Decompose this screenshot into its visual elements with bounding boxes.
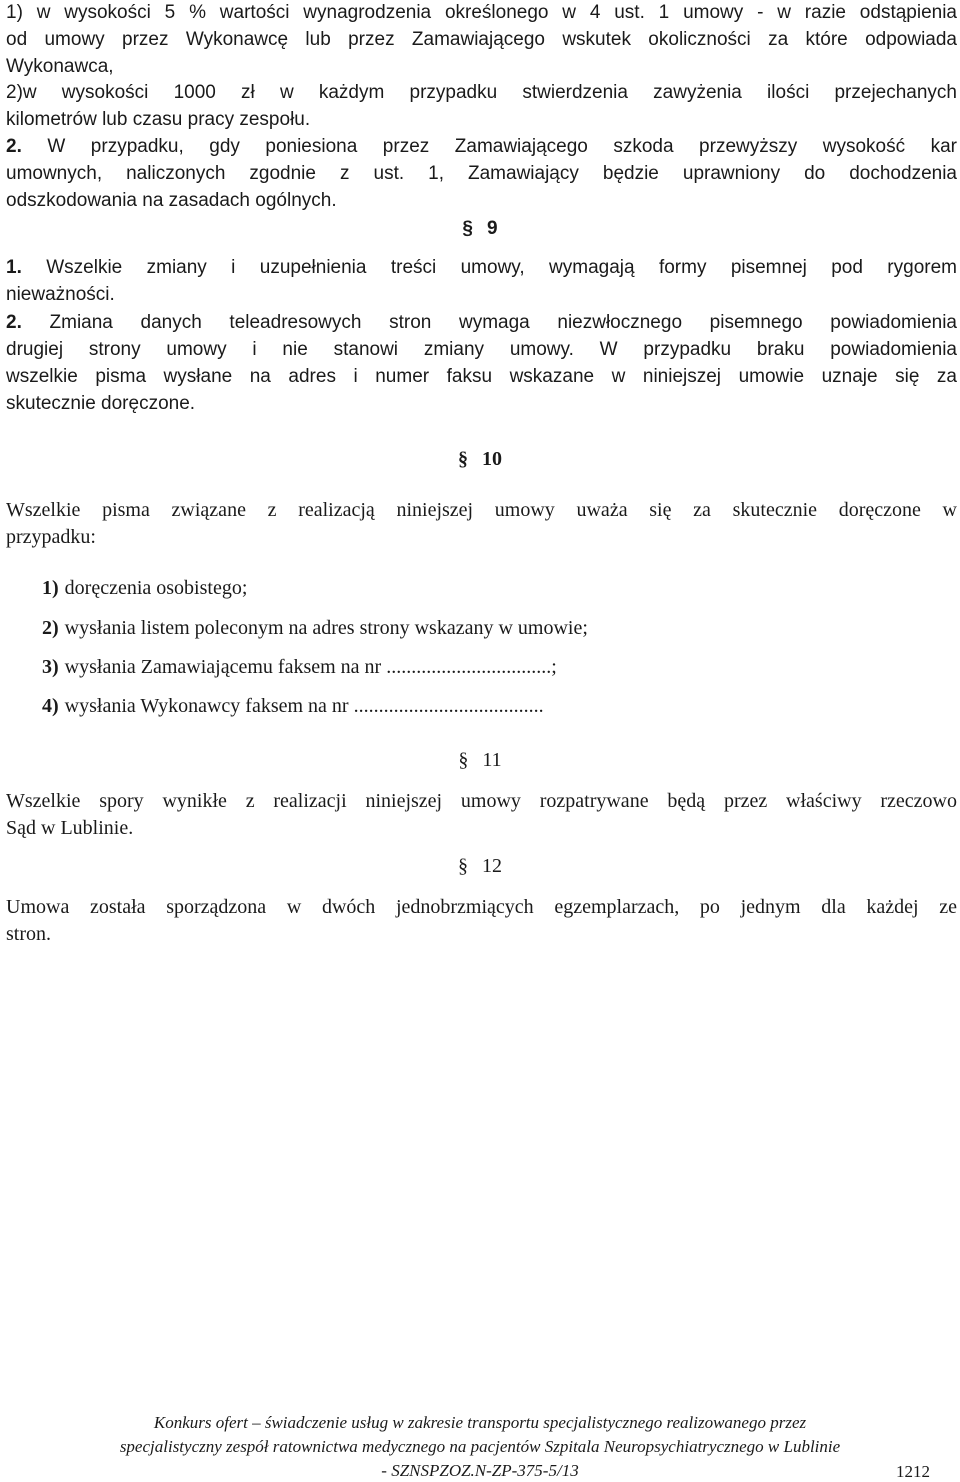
sec9-p2-line-2: drugiej strony umowy i nie stanowi zmiany umowy. W przypadku braku powiadomienia (6, 339, 957, 360)
damages-paragraph-line-1 (6, 136, 957, 158)
sec10-intro-line-1: Wszelkie pisma związane z realizacją niniejszej umowy uważa się za skutecznie doręczone w (6, 499, 957, 521)
list-item-text: wysłania Wykonawcy faksem na nr ...................................... (64, 695, 544, 717)
penalty-line-5: kilometrów lub czasu pracy zespołu. (6, 109, 311, 130)
list-item-number: 1) (42, 577, 59, 599)
section-number: 12 (482, 855, 502, 877)
penalty-line-2: od umowy przez Wykonawcę lub przez Zamawiającego wskutek okoliczności za które odpowiada (6, 29, 957, 50)
sec9-p2-line-1 (6, 312, 957, 334)
sec12-line-2: stron. (6, 923, 51, 945)
list-item (42, 577, 247, 600)
paragraph-number: 2. (6, 136, 22, 157)
damages-paragraph-line-2: umownych, naliczonych zgodnie z ust. 1, Zamawiający będzie uprawniony do dochodzenia (6, 163, 957, 184)
sec11-line-1: Wszelkie spory wynikłe z realizacji niniejszej umowy rozpatrywane będą przez właściwy rzeczowo (6, 790, 957, 812)
paragraph-number: 2. (6, 312, 22, 333)
page-number: 1212 (896, 1462, 930, 1481)
section-12-heading (0, 855, 960, 878)
list-item-text: doręczenia osobistego; (64, 577, 248, 599)
penalty-line-4: 2)w wysokości 1000 zł w każdym przypadku stwierdzenia zawyżenia ilości przejechanych (6, 82, 957, 103)
list-item (42, 617, 588, 640)
footer-line-3: - SZNSPZOZ.N-ZP-375-5/13 (381, 1461, 579, 1480)
section-11-heading (0, 749, 960, 772)
section-sign: § (462, 218, 473, 239)
sec11-line-2: Sąd w Lublinie. (6, 817, 134, 839)
section-number: 10 (482, 448, 502, 470)
list-item-number: 2) (42, 617, 59, 639)
sec10-intro-line-2: przypadku: (6, 526, 96, 548)
section-9-heading (0, 218, 960, 240)
penalty-line-1: 1) w wysokości 5 % wartości wynagrodzenia określonego w 4 ust. 1 umowy - w razie odstąpienia (6, 2, 957, 23)
section-number: 11 (482, 749, 502, 771)
list-item-number: 4) (42, 695, 59, 717)
sec12-line-1: Umowa została sporządzona w dwóch jednobrzmiących egzemplarzach, po jednym dla każdej ze (6, 896, 957, 918)
sec9-p2-line-3: wszelkie pisma wysłane na adres i numer faksu wskazane w niniejszej umowie uznaje się za (6, 366, 957, 387)
section-sign: § (458, 448, 468, 470)
paragraph-text: Wszelkie zmiany i uzupełnienia treści umowy, wymagają formy pisemnej pod rygorem (21, 257, 957, 278)
sec9-p2-line-4: skutecznie doręczone. (6, 393, 196, 414)
list-item (42, 656, 557, 679)
sec9-p1-line-2: nieważności. (6, 284, 115, 305)
footer-line-1: Konkurs ofert – świadczenie usług w zakresie transportu specjalistycznego realizowanego przez (153, 1413, 807, 1432)
damages-paragraph-line-3: odszkodowania na zasadach ogólnych. (6, 190, 337, 211)
section-sign: § (458, 855, 468, 877)
paragraph-text: Zmiana danych teleadresowych stron wymaga niezwłocznego pisemnego powiadomienia (21, 312, 957, 333)
sec9-p1-line-1 (6, 257, 957, 279)
section-sign: § (458, 749, 469, 771)
section-10-heading (0, 448, 960, 471)
paragraph-number: 1. (6, 257, 22, 278)
list-item-number: 3) (42, 656, 59, 678)
list-item-text: wysłania Zamawiającemu faksem na nr .................................; (64, 656, 557, 678)
footer-line-2: specjalistyczny zespół ratownictwa medycznego na pacjentów Szpitala Neuropsychiatrycznego w Lublinie (119, 1437, 841, 1456)
penalty-line-3: Wykonawca, (6, 56, 114, 77)
list-item (42, 695, 544, 718)
section-number: 9 (487, 218, 498, 239)
list-item-text: wysłania listem poleconym na adres strony wskazany w umowie; (64, 617, 588, 639)
paragraph-text: W przypadku, gdy poniesiona przez Zamawiającego szkoda przewyższy wysokość kar (21, 136, 957, 157)
